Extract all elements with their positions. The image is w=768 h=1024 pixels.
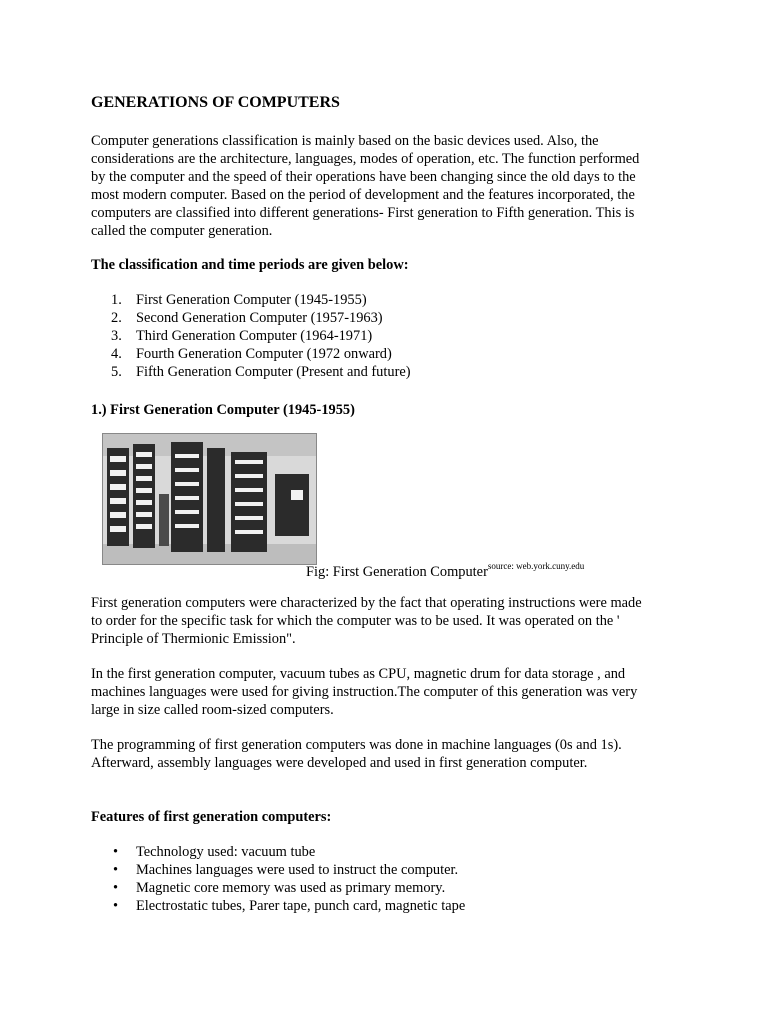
features-heading: Features of first generation computers:	[91, 809, 332, 825]
page-title: GENERATIONS OF COMPUTERS	[91, 94, 340, 111]
list-item	[91, 291, 411, 309]
list-item	[91, 363, 411, 381]
bullet-icon: •	[113, 880, 119, 896]
paragraph-programming	[91, 736, 711, 772]
intro-paragraph	[91, 132, 711, 240]
figure-caption	[306, 557, 584, 581]
classification-heading: The classification and time periods are given below:	[91, 257, 409, 273]
paragraph-characterized	[91, 594, 711, 648]
list-item-text: Machines languages were used to instruct the computer.	[136, 862, 459, 878]
list-item-text: Fifth Generation Computer (Present and future)	[136, 364, 411, 380]
list-item	[91, 897, 465, 915]
list-item-text: Fourth Generation Computer (1972 onward)	[136, 346, 392, 362]
list-item-text: Third Generation Computer (1964-1971)	[136, 328, 373, 344]
list-item	[91, 861, 465, 879]
first-generation-computer-photo	[102, 433, 317, 565]
intro-line: by the computer and the speed of their operations have been changing since the old days to the	[91, 169, 636, 185]
paragraph-line: Afterward, assembly languages were developed and used in first generation computer.	[91, 755, 588, 771]
section-heading-first-generation: 1.) First Generation Computer (1945-1955)	[91, 402, 355, 418]
list-item-text: Technology used: vacuum tube	[136, 844, 316, 860]
list-item	[91, 843, 465, 861]
paragraph-line: large in size called room-sized computers.	[91, 702, 334, 718]
intro-line: considerations are the architecture, languages, modes of operation, etc. The function performed	[91, 151, 640, 167]
list-number: 4.	[111, 346, 122, 362]
features-list	[91, 843, 465, 915]
list-number: 5.	[111, 364, 122, 380]
bullet-icon: •	[113, 862, 119, 878]
list-item-text: Magnetic core memory was used as primary memory.	[136, 880, 446, 896]
list-number: 1.	[111, 292, 122, 308]
paragraph-line: Principle of Thermionic Emission".	[91, 631, 296, 647]
paragraph-vacuum-tubes	[91, 665, 711, 719]
computer-photo-illustration	[103, 434, 316, 564]
list-number: 3.	[111, 328, 122, 344]
paragraph-line: The programming of first generation computers was done in machine languages (0s and 1s).	[91, 737, 622, 753]
generations-list	[91, 291, 411, 381]
intro-line: Computer generations classification is mainly based on the basic devices used. Also, the	[91, 133, 599, 149]
paragraph-line: In the first generation computer, vacuum tubes as CPU, magnetic drum for data storage , and	[91, 666, 626, 682]
list-item-text: Electrostatic tubes, Parer tape, punch card, magnetic tape	[136, 898, 466, 914]
list-item-text: First Generation Computer (1945-1955)	[136, 292, 367, 308]
bullet-icon: •	[113, 898, 119, 914]
intro-line: most modern computer. Based on the period of development and the features incorporated, the	[91, 187, 635, 203]
intro-line: computers are classified into different generations- First generation to Fifth generation. This is	[91, 205, 635, 221]
list-item	[91, 309, 411, 327]
list-item-text: Second Generation Computer (1957-1963)	[136, 310, 383, 326]
bullet-icon: •	[113, 844, 119, 860]
paragraph-line: First generation computers were characterized by the fact that operating instructions were made	[91, 595, 642, 611]
figure-caption-text: Fig: First Generation Computer	[306, 564, 488, 580]
intro-line: called the computer generation.	[91, 223, 273, 239]
paragraph-line: to order for the specific task for which the computer was to be used. It was operated on the '	[91, 613, 620, 629]
figure-source: source: web.york.cuny.edu	[487, 561, 585, 571]
paragraph-line: machines languages were used for giving instruction.The computer of this generation was very	[91, 684, 638, 700]
list-item	[91, 327, 411, 345]
list-item	[91, 345, 411, 363]
list-item	[91, 879, 465, 897]
list-number: 2.	[111, 310, 122, 326]
